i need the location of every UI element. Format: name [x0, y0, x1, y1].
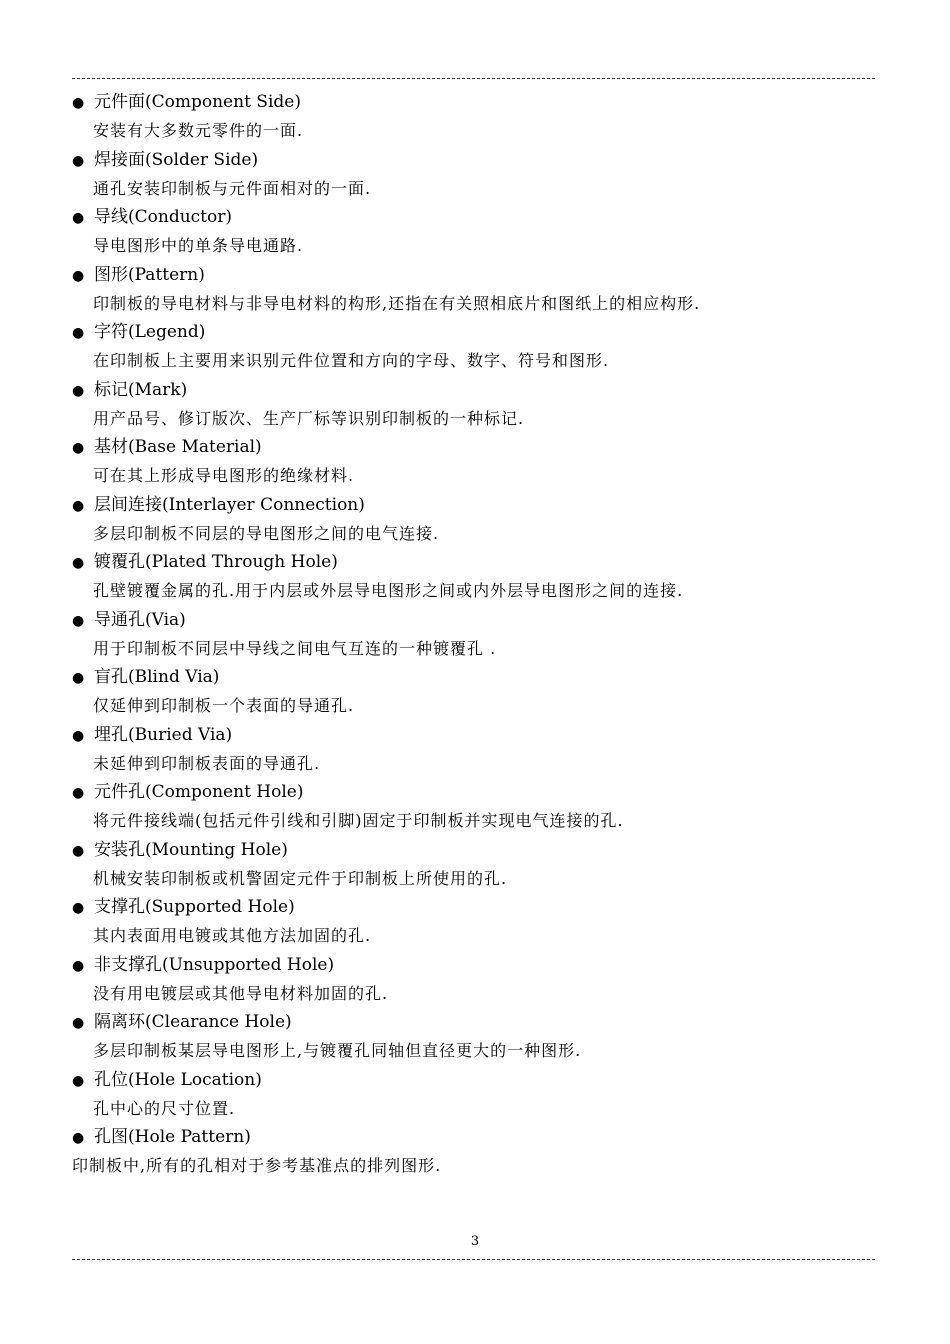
term-line: [72, 951, 334, 979]
bullet-icon: ●: [72, 382, 85, 399]
term-line: [72, 1066, 262, 1094]
glossary-term: 标记(Mark): [94, 379, 188, 400]
bullet-icon: ●: [72, 555, 85, 571]
term-line: [72, 203, 232, 231]
glossary-definition: 多层印制板某层导电图形上,与镀覆孔同轴但直径更大的一种图形.: [93, 1041, 582, 1060]
term-line: [72, 376, 187, 404]
glossary-term: 支撑孔(Supported Hole): [94, 897, 295, 917]
bullet-icon: ●: [72, 1130, 85, 1146]
bullet-icon: ●: [72, 612, 85, 629]
bullet-icon: ●: [72, 1015, 85, 1031]
glossary-definition: 多层印制板不同层的导电图形之间的电气连接.: [93, 523, 440, 543]
glossary-entry: [72, 318, 875, 376]
bullet-icon: ●: [72, 152, 85, 169]
glossary-definition: 没有用电镀层或其他导电材料加固的孔.: [93, 983, 389, 1003]
glossary-entry: [72, 663, 875, 721]
glossary-definition: 在印制板上主要用来识别元件位置和方向的字母、数字、符号和图形.: [93, 351, 610, 370]
glossary-term: 导线(Conductor): [94, 207, 233, 227]
glossary-term: 孔位(Hole Location): [94, 1069, 262, 1090]
term-line: [72, 491, 365, 519]
bullet-icon: ●: [72, 957, 85, 974]
glossary-entry: [72, 548, 875, 606]
glossary-term: 镀覆孔(Plated Through Hole): [94, 552, 338, 572]
glossary-definition: 可在其上形成导电图形的绝缘材料.: [93, 466, 355, 485]
glossary-entry: [72, 606, 875, 664]
glossary-entry: [72, 836, 875, 894]
bullet-icon: ●: [72, 440, 85, 456]
term-line: [72, 433, 262, 461]
glossary-definition: 将元件接线端(包括元件引线和引脚)固定于印制板并实现电气连接的孔.: [93, 811, 624, 830]
glossary-entry: [72, 1123, 875, 1181]
term-line: [72, 88, 301, 116]
glossary-definition: 印制板的导电材料与非导电材料的构形,还指在有关照相底片和图纸上的相应构形.: [93, 293, 701, 313]
glossary-term: 元件孔(Component Hole): [94, 782, 304, 802]
glossary-entry: [72, 1008, 875, 1066]
page-number: 3: [470, 1234, 480, 1249]
glossary-term: 导通孔(Via): [94, 609, 186, 630]
bullet-icon: ●: [72, 497, 85, 514]
term-line: [72, 1008, 292, 1036]
glossary-term: 盲孔(Blind Via): [94, 667, 220, 687]
term-line: [72, 778, 304, 806]
glossary-definition: 孔壁镀覆金属的孔.用于内层或外层导电图形之间或内外层导电图形之间的连接.: [93, 581, 684, 600]
bullet-icon: ●: [72, 842, 85, 859]
glossary-entry: [72, 1066, 875, 1124]
term-line: [72, 261, 205, 289]
bullet-icon: ●: [72, 210, 85, 226]
glossary-entry: [72, 951, 875, 1009]
glossary-term: 字符(Legend): [94, 322, 206, 342]
bullet-icon: ●: [72, 95, 85, 111]
glossary-definition: 导电图形中的单条导电通路.: [93, 236, 304, 255]
term-line: [72, 836, 288, 864]
bullet-icon: ●: [72, 785, 85, 801]
bullet-icon: ●: [72, 1072, 85, 1089]
glossary-term: 非支撑孔(Unsupported Hole): [94, 954, 335, 975]
bullet-icon: ●: [72, 670, 85, 686]
glossary-definition: 用于印制板不同层中导线之间电气互连的一种镀覆孔 .: [93, 638, 497, 658]
footer-rule: [72, 1259, 875, 1260]
glossary-entry: [72, 721, 875, 779]
glossary-definition: 用产品号、修订版次、生产厂标等识别印制板的一种标记.: [93, 408, 525, 428]
term-line: [72, 663, 219, 691]
glossary-entry: [72, 88, 875, 146]
glossary-term: 基材(Base Material): [94, 437, 262, 457]
bullet-icon: ●: [72, 900, 85, 916]
term-line: [72, 606, 186, 634]
glossary-definition: 孔中心的尺寸位置.: [93, 1098, 236, 1118]
glossary-entry: [72, 433, 875, 491]
glossary-entry: [72, 261, 875, 319]
term-line: [72, 548, 338, 576]
bullet-icon: ●: [72, 727, 85, 744]
glossary-definition: 仅延伸到印制板一个表面的导通孔.: [93, 696, 355, 715]
glossary-definition: 安装有大多数元零件的一面.: [93, 121, 304, 140]
glossary-entry: [72, 778, 875, 836]
glossary-definition: 通孔安装印制板与元件面相对的一面.: [93, 178, 372, 198]
term-line: [72, 146, 258, 174]
glossary-term: 孔图(Hole Pattern): [94, 1127, 251, 1147]
glossary-term: 安装孔(Mounting Hole): [94, 839, 288, 860]
glossary-list: [72, 88, 875, 1181]
glossary-definition: 机械安装印制板或机警固定元件于印制板上所使用的孔.: [93, 868, 508, 888]
glossary-definition: 未延伸到印制板表面的导通孔.: [93, 753, 321, 773]
term-line: [72, 1123, 251, 1151]
glossary-term: 层间连接(Interlayer Connection): [94, 494, 365, 515]
term-line: [72, 318, 205, 346]
term-line: [72, 721, 232, 749]
glossary-entry: [72, 146, 875, 204]
glossary-term: 埋孔(Buried Via): [94, 724, 233, 745]
glossary-term: 隔离环(Clearance Hole): [94, 1012, 292, 1032]
glossary-definition: 其内表面用电镀或其他方法加固的孔.: [93, 926, 372, 945]
glossary-term: 图形(Pattern): [94, 264, 205, 285]
header-rule: [72, 78, 875, 79]
glossary-term: 元件面(Component Side): [94, 92, 301, 112]
bullet-icon: ●: [72, 267, 85, 284]
glossary-term: 焊接面(Solder Side): [94, 149, 259, 170]
glossary-entry: [72, 376, 875, 434]
term-line: [72, 893, 295, 921]
bullet-icon: ●: [72, 325, 85, 341]
glossary-definition: 印制板中,所有的孔相对于参考基准点的排列图形.: [72, 1156, 442, 1175]
glossary-entry: [72, 203, 875, 261]
glossary-entry: [72, 893, 875, 951]
glossary-entry: [72, 491, 875, 549]
